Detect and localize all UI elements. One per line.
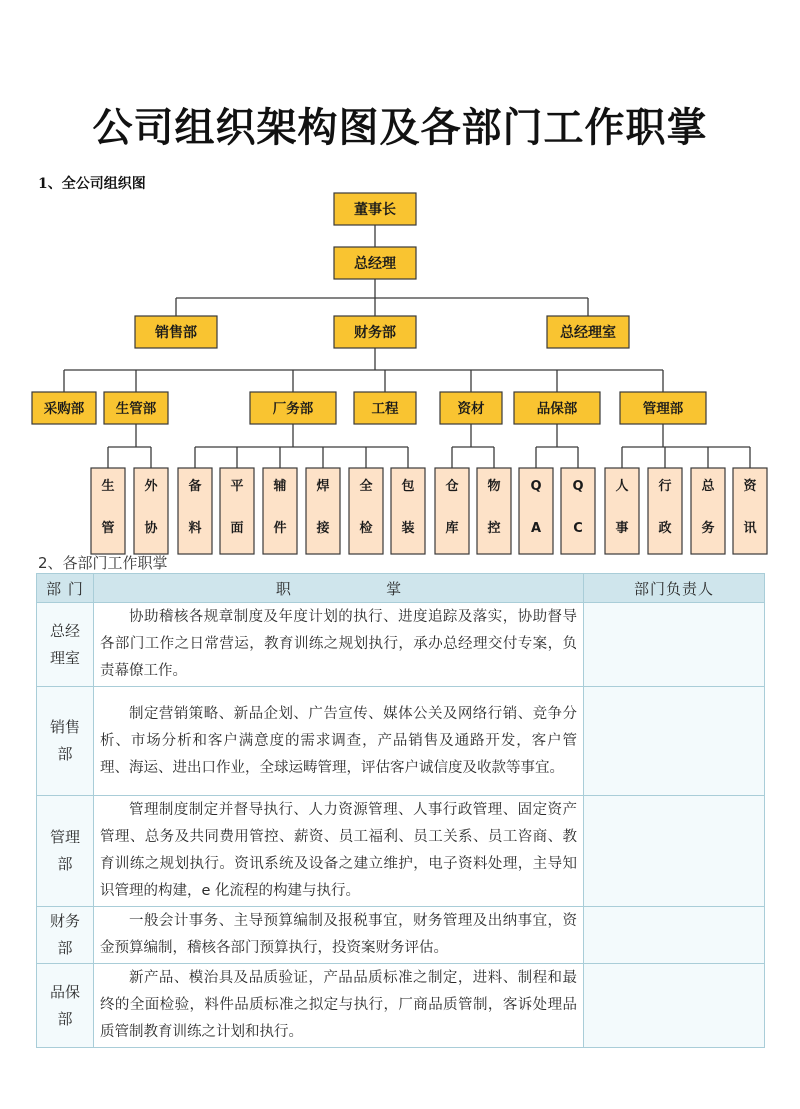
org-leaf-unit: [691, 468, 725, 554]
org-leaf-label-top: 焊: [316, 479, 330, 494]
dept-name-line2: 理室: [49, 648, 80, 667]
org-leaf-unit: [134, 468, 168, 554]
org-dept-0-label: 销售部: [155, 325, 197, 342]
org-leaf-unit: [477, 468, 511, 554]
org-leaf-label-bottom: 库: [445, 521, 459, 536]
dept-head-cell: [584, 964, 765, 1048]
org-leaf-label-top: 资: [743, 479, 757, 494]
org-subdept-3: [354, 392, 416, 424]
duty-cell: 新产品、模治具及品质验证，产品品质标准之制定，进料、制程和最终的全面检验，料件品质标准之拟定与执行，厂商品质管制，客诉处理品质管制教育训练之计划和执行。: [94, 964, 584, 1048]
org-leaf-label-top: 辅: [273, 479, 287, 494]
org-chairman: [334, 193, 416, 225]
org-leaf-label-bottom: 件: [273, 521, 287, 536]
dept-head-cell: [584, 687, 765, 796]
org-leaf-label-top: 平: [230, 479, 244, 494]
dept-name-line2: 部: [57, 939, 73, 957]
org-leaf-unit: [561, 468, 595, 554]
org-subdept-4-label: 资材: [457, 400, 485, 417]
dept-cell: [37, 603, 94, 687]
org-leaf-unit: [733, 468, 767, 554]
org-leaf-label-bottom: 务: [701, 521, 715, 536]
org-leaf-label-top: 外: [144, 479, 158, 494]
org-leaf-unit: [220, 468, 254, 554]
org-leaf-unit: [349, 468, 383, 554]
org-dept-2: [547, 316, 629, 348]
header-dept: 部 门: [37, 574, 94, 603]
org-leaf-unit: [391, 468, 425, 554]
org-leaf-unit: [91, 468, 125, 554]
org-leaf-label-bottom: 面: [230, 521, 244, 536]
org-leaf-label-bottom: C: [573, 521, 583, 536]
org-leaf-label-top: 生: [101, 479, 115, 494]
header-duty: [94, 574, 584, 603]
org-leaf-label-bottom: 接: [316, 521, 330, 536]
org-general-manager: [334, 247, 416, 279]
table-row: [37, 796, 765, 907]
org-leaf-label-bottom: 料: [188, 521, 202, 536]
org-leaf-label-top: Q: [530, 479, 542, 494]
org-subdept-2: [250, 392, 336, 424]
dept-head-cell: [584, 603, 765, 687]
dept-name-line1: 品保: [49, 982, 80, 1001]
org-dept-2-label: 总经理室: [560, 325, 616, 342]
org-subdept-6: [620, 392, 706, 424]
dept-name-line1: 总经: [49, 621, 80, 640]
org-subdept-0: [32, 392, 96, 424]
section-heading-duties: 2、各部门工作职掌: [38, 554, 168, 572]
dept-name-line1: 管理: [49, 828, 80, 846]
table-row: [37, 687, 765, 796]
org-dept-1-label: 财务部: [354, 325, 396, 342]
org-leaf-label-bottom: 管: [101, 521, 115, 536]
duty-cell: 协助稽核各规章制度及年度计划的执行、进度追踪及落实，协助督导各部门工作之日常营运，教育训练之规划执行，承办总经理交付专案，负责幕僚工作。: [94, 603, 584, 687]
org-leaf-unit: [605, 468, 639, 554]
dept-name-line2: 部: [57, 1009, 73, 1028]
org-subdept-0-label: 采购部: [43, 400, 85, 417]
org-dept-1: [334, 316, 416, 348]
org-subdept-2-label: 厂务部: [272, 400, 314, 417]
org-chairman-label: 董事长: [354, 202, 396, 219]
org-leaf-label-bottom: A: [530, 521, 542, 536]
org-leaf-label-top: 总: [701, 479, 715, 494]
dept-name-line2: 部: [57, 855, 73, 873]
table-row: [37, 603, 765, 687]
dept-cell: [37, 907, 94, 964]
org-leaf-label-top: 仓: [445, 479, 459, 494]
duty-cell: 管理制度制定并督导执行、人力资源管理、人事行政管理、固定资产管理、总务及共同费用管控、薪资、员工福利、员工关系、员工咨商、教育训练之规划执行。资讯系统及设备之建立维护，电子资料处理，主导知识管理的构建，e 化流程的构建与执行。: [94, 796, 584, 907]
org-leaf-unit: [178, 468, 212, 554]
org-subdept-5-label: 品保部: [536, 400, 578, 417]
table-row: [37, 907, 765, 964]
dept-cell: [37, 687, 94, 796]
org-leaf-label-top: 备: [188, 479, 202, 494]
dept-name-line2: 部: [57, 745, 73, 763]
org-leaf-label-top: 包: [401, 479, 415, 494]
org-leaf-label-bottom: 装: [401, 521, 415, 536]
org-leaf-label-bottom: 协: [144, 521, 158, 536]
org-leaf-label-top: Q: [572, 479, 584, 494]
page-title: 公司组织架构图及各部门工作职掌: [92, 104, 708, 151]
section-heading-org-chart: 1、全公司组织图: [38, 176, 146, 192]
org-subdept-1: [104, 392, 168, 424]
org-general-manager-label: 总经理: [354, 256, 396, 273]
table-row: [37, 964, 765, 1048]
org-leaf-unit: [263, 468, 297, 554]
org-leaf-label-bottom: 讯: [743, 521, 757, 536]
duties-table: [36, 573, 765, 1048]
org-leaf-label-bottom: 事: [615, 521, 629, 536]
table-header-row: [37, 574, 765, 603]
org-subdept-1-label: 生管部: [115, 400, 157, 417]
org-leaf-label-bottom: 检: [359, 521, 373, 536]
org-leaf-unit: [519, 468, 553, 554]
dept-cell: [37, 964, 94, 1048]
org-leaf-unit: [435, 468, 469, 554]
org-leaf-label-bottom: 政: [658, 521, 672, 536]
org-subdept-5: [514, 392, 600, 424]
dept-name-line1: 销售: [49, 718, 80, 736]
dept-head-cell: [584, 796, 765, 907]
org-leaf-label-bottom: 控: [487, 521, 501, 536]
org-subdept-6-label: 管理部: [642, 400, 684, 417]
dept-name-line1: 财务: [49, 912, 80, 930]
dept-cell: [37, 796, 94, 907]
org-leaf-label-top: 物: [487, 479, 501, 494]
org-leaf-unit: [648, 468, 682, 554]
org-leaf-label-top: 人: [615, 479, 629, 494]
org-dept-0: [135, 316, 217, 348]
org-chart-boxes: [32, 193, 767, 554]
org-leaf-unit: [306, 468, 340, 554]
org-leaf-label-top: 行: [658, 479, 672, 494]
org-subdept-4: [440, 392, 502, 424]
org-leaf-label-top: 全: [359, 479, 373, 494]
org-subdept-3-label: 工程: [371, 400, 399, 417]
header-dept-head: 部门负责人: [584, 574, 765, 603]
header-duty-text: 职 掌: [275, 579, 402, 598]
duty-cell: 制定营销策略、新品企划、广告宣传、媒体公关及网络行销、竞争分析、市场分析和客户满意度的需求调查，产品销售及通路开发，客户管理、海运、进出口作业，全球运畴管理，评估客户诚信度及收款等事宜。: [94, 687, 584, 796]
dept-head-cell: [584, 907, 765, 964]
duty-cell: 一般会计事务、主导预算编制及报税事宜，财务管理及出纳事宜，资金预算编制，稽核各部门预算执行，投资案财务评估。: [94, 907, 584, 964]
